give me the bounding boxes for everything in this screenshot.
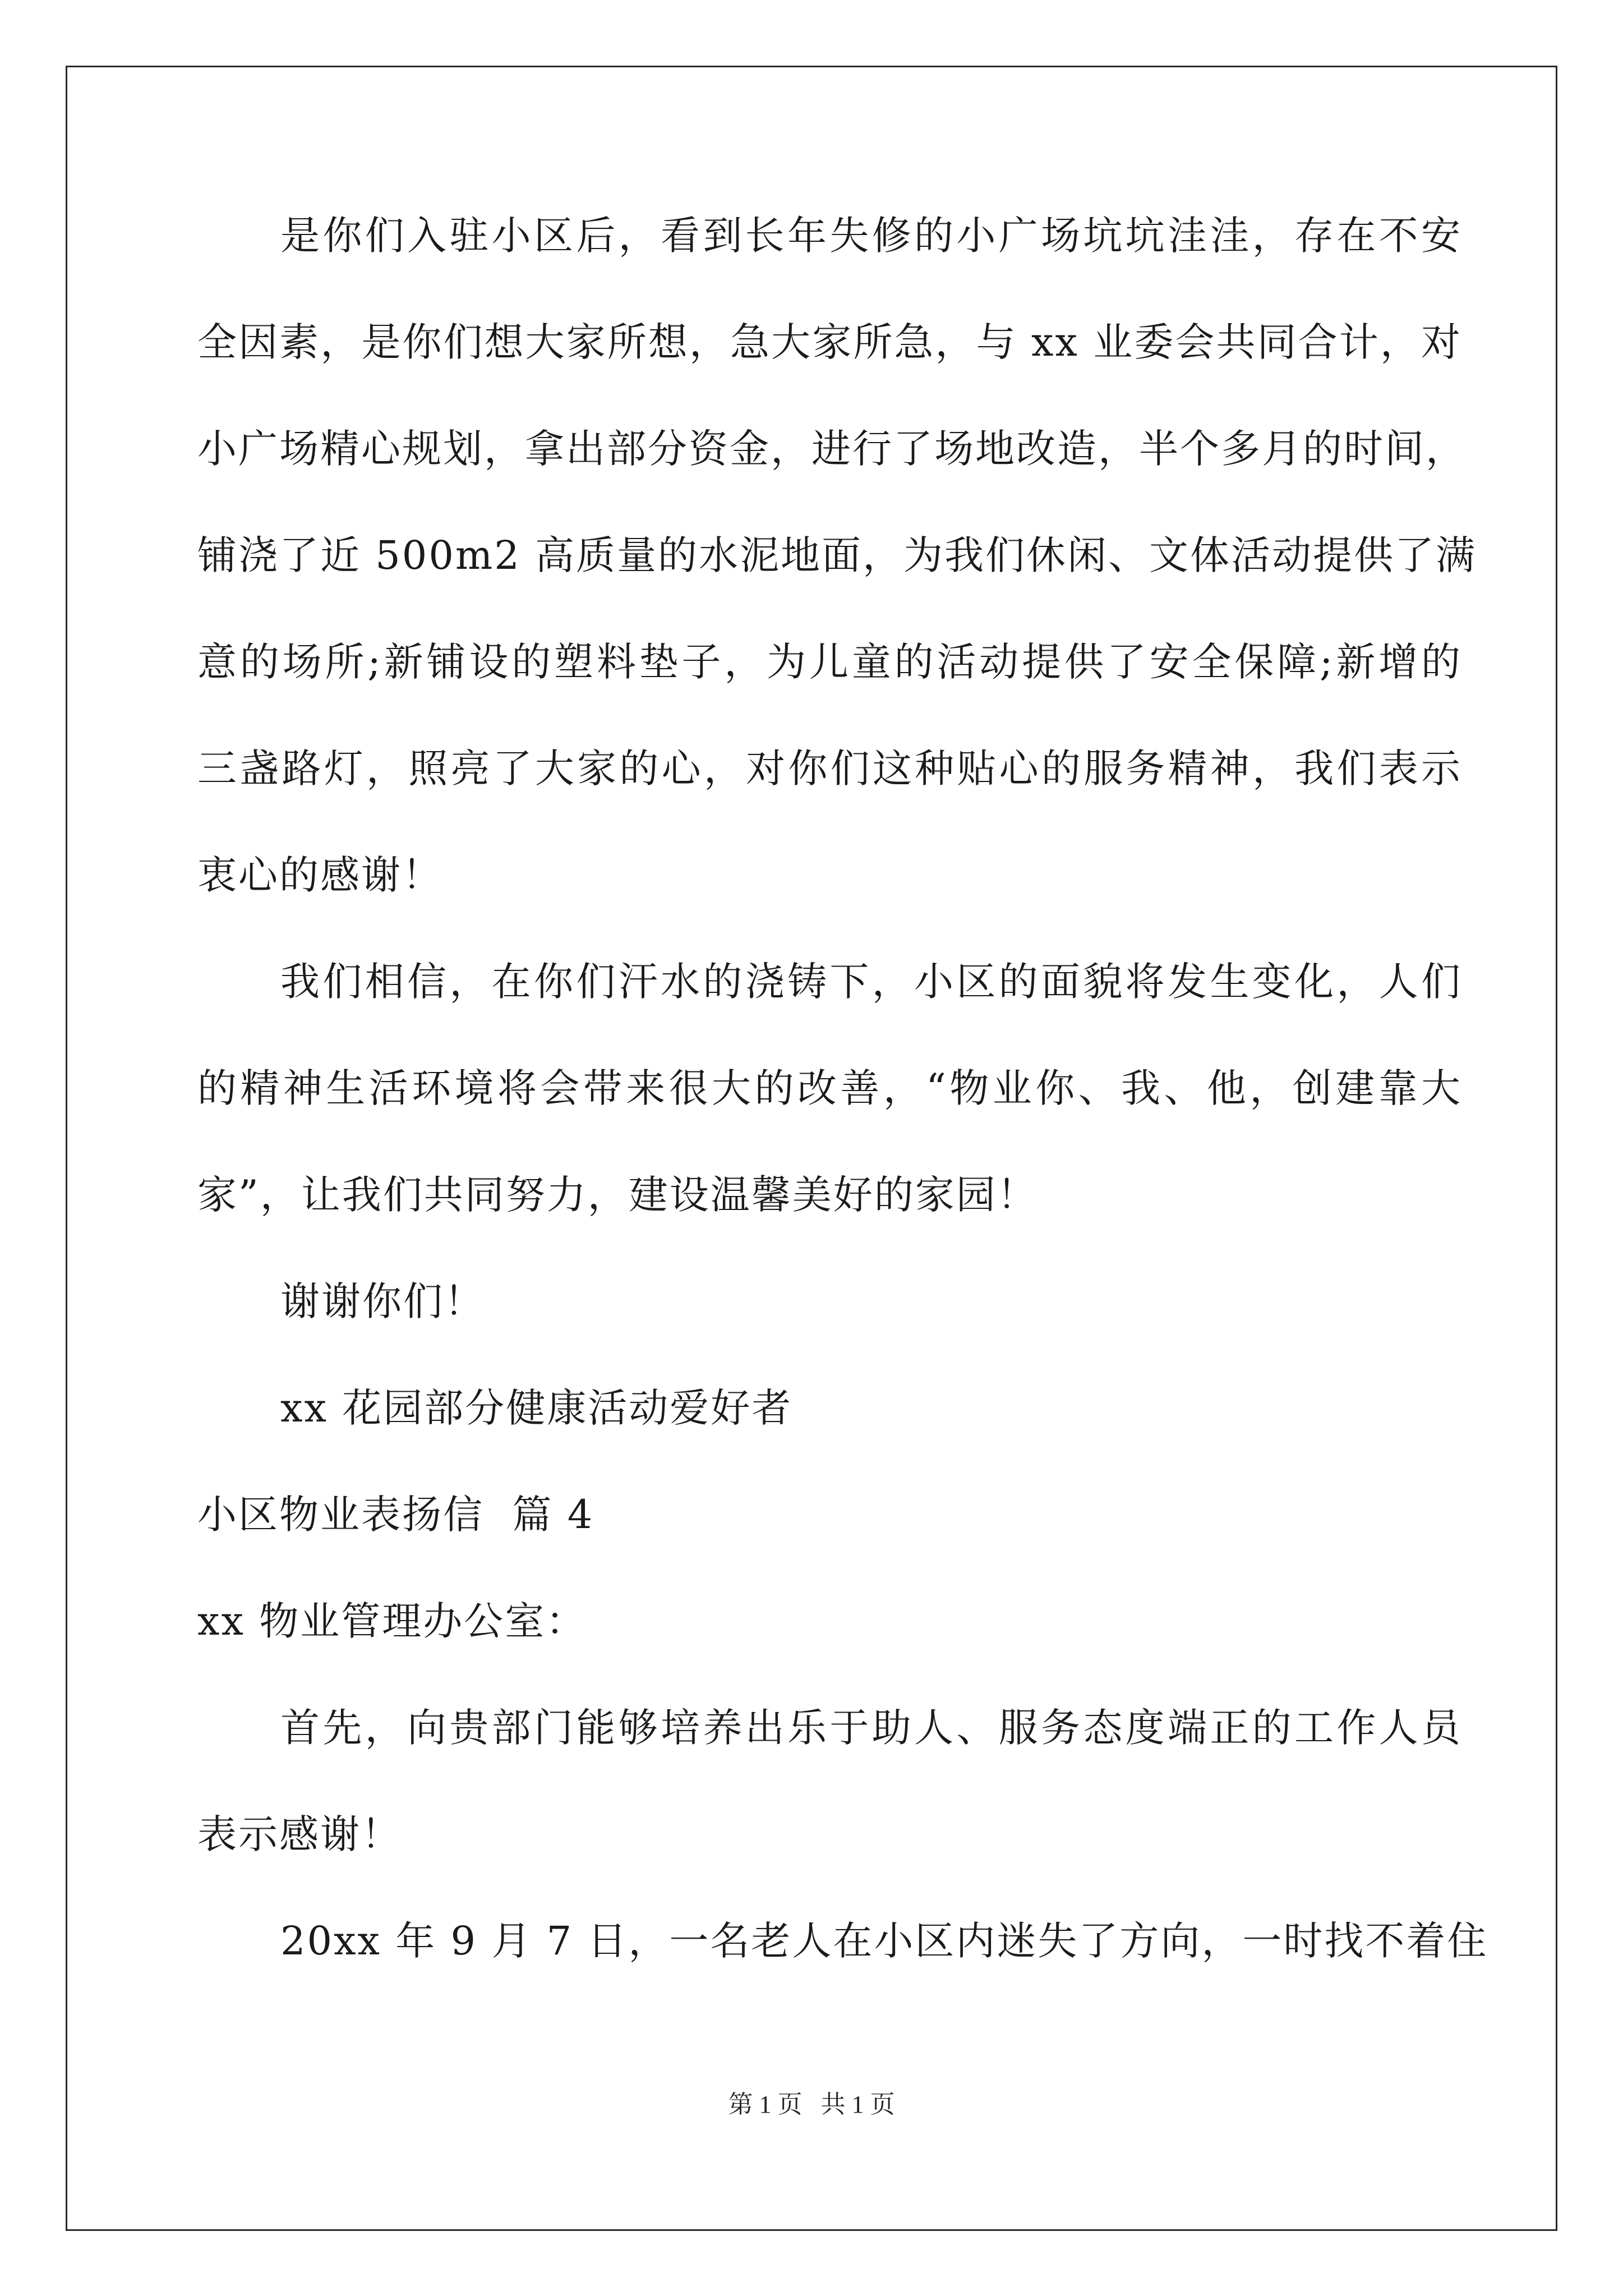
paragraph-1-line-4: 铺浇了近 500m2 高质量的水泥地面，为我们休闲、文体活动提供了满 [197, 532, 1477, 578]
page-footer: 第 1 页 共 1 页 [728, 2091, 895, 2118]
section-title: 小区物业表扬信 篇 4 [197, 1492, 594, 1538]
paragraph-1-line-1: 是你们入驻小区后，看到长年失修的小广场坑坑洼洼，存在不安 [280, 213, 1462, 259]
paragraph-2-line-3: 家”，让我们共同努力，建设温馨美好的家园！ [197, 1172, 1038, 1218]
signature-line: xx 花园部分健康活动爱好者 [280, 1385, 793, 1431]
paragraph-4-line-1: 20xx 年 9 月 7 日，一名老人在小区内迷失了方向，一时找不着住 [280, 1918, 1488, 1964]
paragraph-3-line-2: 表示感谢！ [197, 1811, 402, 1857]
paragraph-1-line-7: 衷心的感谢！ [197, 852, 443, 898]
paragraph-3-line-1: 首先，向贵部门能够培养出乐于助人、服务态度端正的工作人员 [280, 1705, 1462, 1751]
salutation: xx 物业管理办公室： [197, 1598, 587, 1644]
paragraph-2-line-1: 我们相信，在你们汗水的浇铸下，小区的面貌将发生变化，人们 [280, 959, 1462, 1005]
paragraph-1-line-5: 意的场所;新铺设的塑料垫子，为儿童的活动提供了安全保障;新增的 [197, 639, 1462, 685]
paragraph-2-line-2: 的精神生活环境将会带来很大的改善，“物业你、我、他，创建靠大 [197, 1065, 1462, 1111]
page-border [66, 66, 1557, 2231]
paragraph-1-line-2: 全因素，是你们想大家所想，急大家所急，与 xx 业委会共同合计，对 [197, 319, 1462, 365]
paragraph-1-line-6: 三盏路灯，照亮了大家的心，对你们这种贴心的服务精神，我们表示 [197, 746, 1462, 792]
paragraph-1-line-3: 小广场精心规划，拿出部分资金，进行了场地改造，半个多月的时间， [197, 426, 1467, 472]
thanks-line: 谢谢你们！ [280, 1278, 485, 1324]
